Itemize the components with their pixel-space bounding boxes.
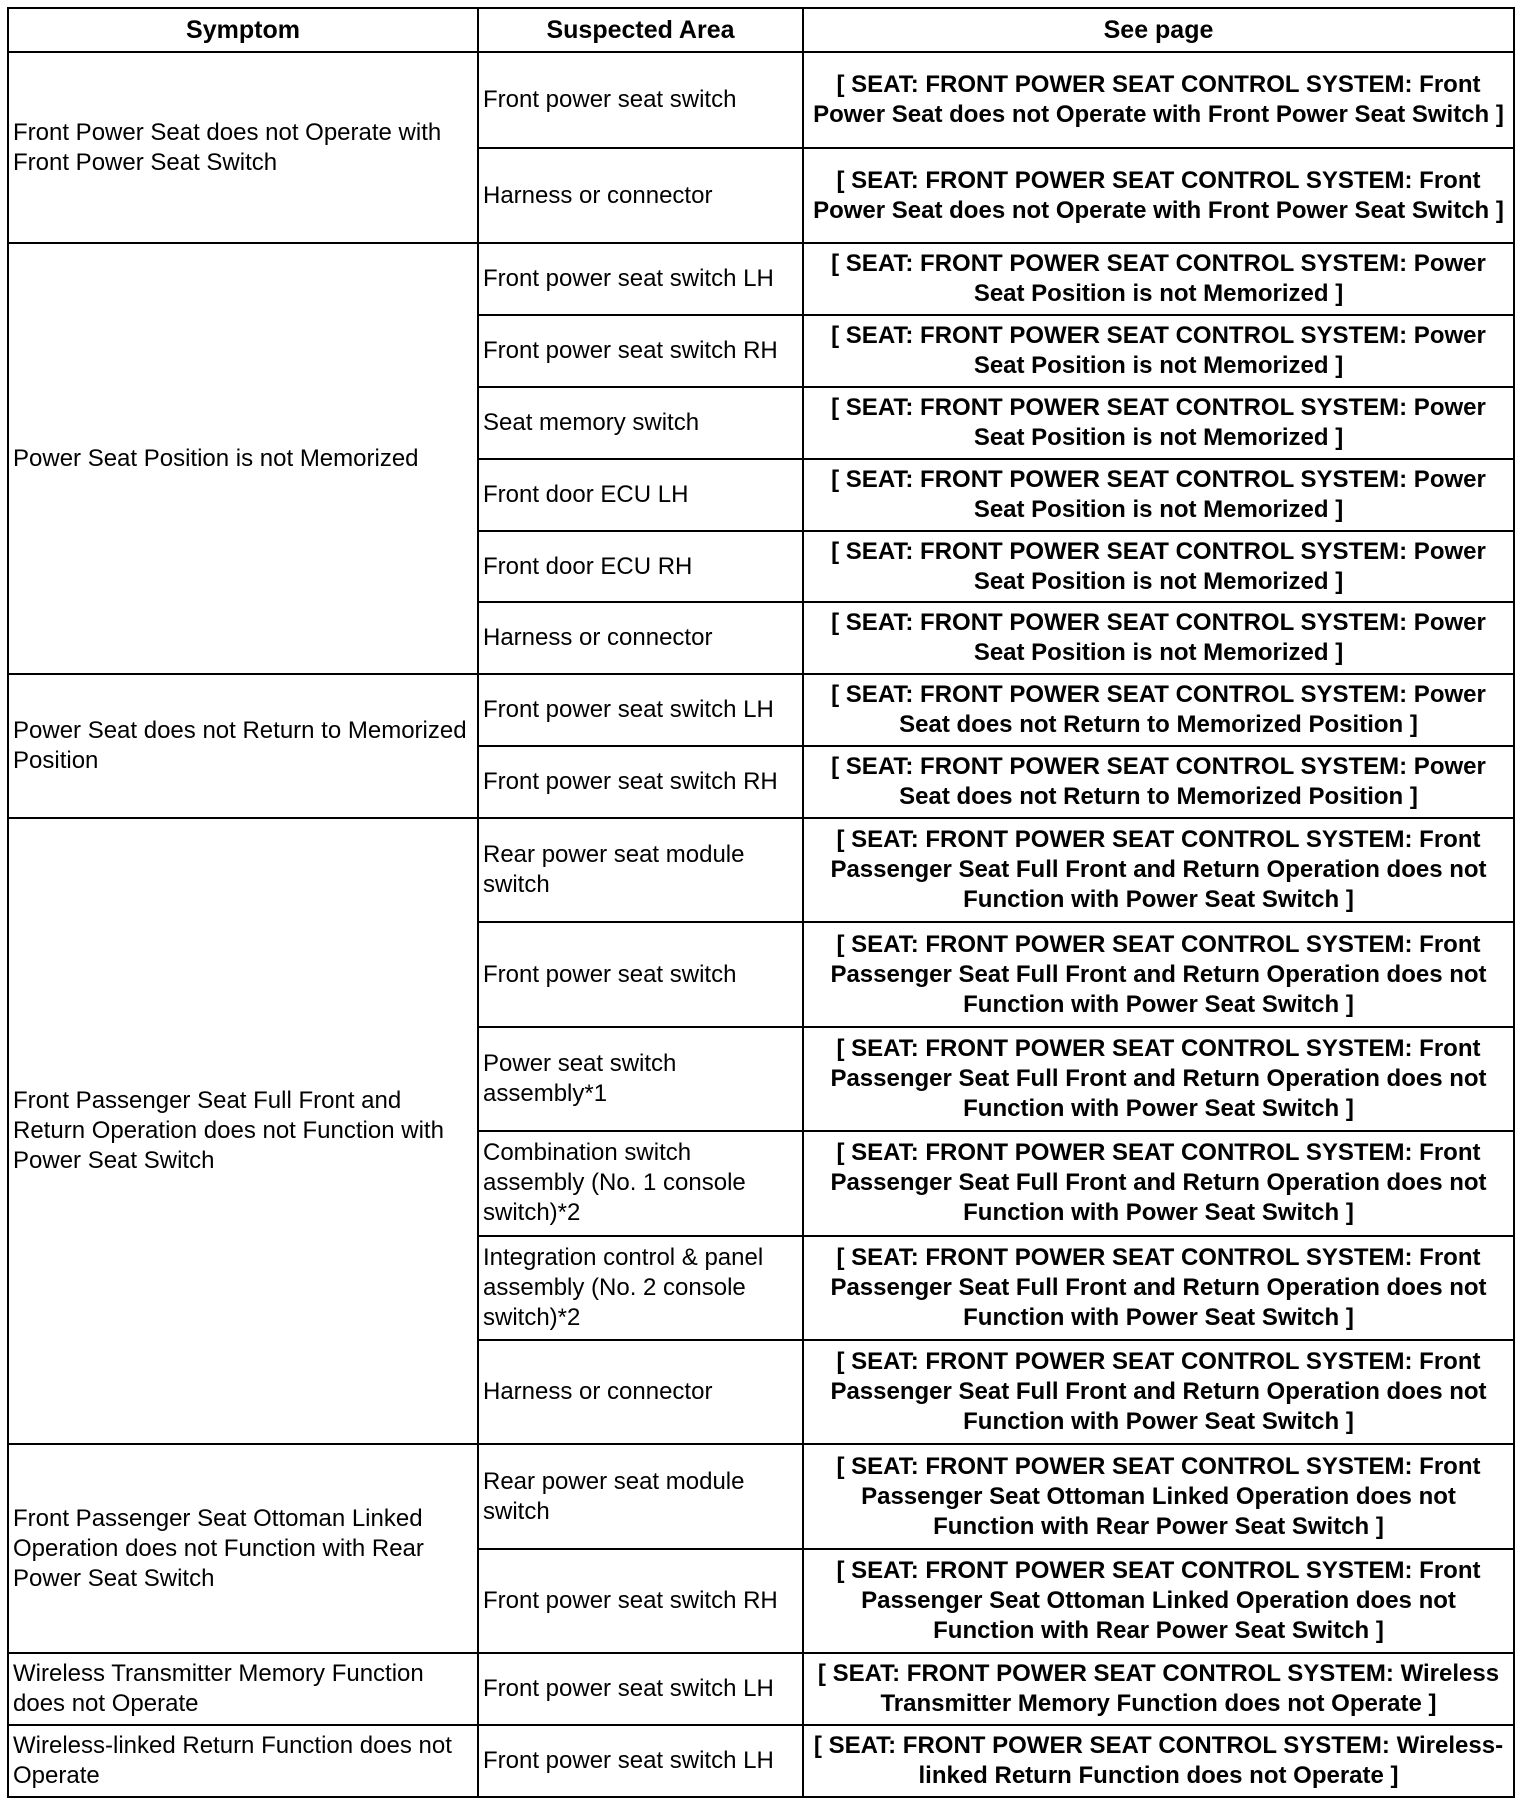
suspected-area-cell: Harness or connector xyxy=(478,602,803,674)
suspected-area-cell: Front power seat switch RH xyxy=(478,315,803,387)
see-page-link[interactable]: [ SEAT: FRONT POWER SEAT CONTROL SYSTEM: Front Passenger Seat Ottoman Linked Operation does not Function with Rear Power Seat Switch ] xyxy=(803,1444,1514,1548)
suspected-area-cell: Front door ECU RH xyxy=(478,531,803,603)
see-page-link[interactable]: [ SEAT: FRONT POWER SEAT CONTROL SYSTEM: Power Seat Position is not Memorized ] xyxy=(803,459,1514,531)
see-page-link[interactable]: [ SEAT: FRONT POWER SEAT CONTROL SYSTEM: Power Seat Position is not Memorized ] xyxy=(803,315,1514,387)
see-page-link[interactable]: [ SEAT: FRONT POWER SEAT CONTROL SYSTEM: Power Seat Position is not Memorized ] xyxy=(803,602,1514,674)
see-page-link[interactable]: [ SEAT: FRONT POWER SEAT CONTROL SYSTEM: Front Passenger Seat Full Front and Return Operation does not Function with Power Seat Switch ] xyxy=(803,1131,1514,1235)
see-page-link[interactable]: [ SEAT: FRONT POWER SEAT CONTROL SYSTEM: Front Passenger Seat Full Front and Return Operation does not Function with Power Seat Switch ] xyxy=(803,818,1514,922)
table-body xyxy=(8,52,1514,1797)
header-suspected-area: Suspected Area xyxy=(478,8,803,52)
table-row xyxy=(8,674,1514,746)
suspected-area-cell: Front power seat switch RH xyxy=(478,1549,803,1653)
suspected-area-cell: Front power seat switch LH xyxy=(478,674,803,746)
table-row xyxy=(8,1725,1514,1797)
table-row xyxy=(8,1653,1514,1725)
symptom-cell: Wireless Transmitter Memory Function does not Operate xyxy=(8,1653,478,1725)
symptom-cell: Front Passenger Seat Full Front and Return Operation does not Function with Power Seat Switch xyxy=(8,818,478,1445)
header-row xyxy=(8,8,1514,52)
symptom-cell: Power Seat Position is not Memorized xyxy=(8,243,478,674)
see-page-link[interactable]: [ SEAT: FRONT POWER SEAT CONTROL SYSTEM: Front Passenger Seat Full Front and Return Operation does not Function with Power Seat Switch ] xyxy=(803,1236,1514,1340)
symptom-cell: Power Seat does not Return to Memorized Position xyxy=(8,674,478,818)
see-page-link[interactable]: [ SEAT: FRONT POWER SEAT CONTROL SYSTEM: Front Passenger Seat Full Front and Return Operation does not Function with Power Seat Switch ] xyxy=(803,1027,1514,1131)
see-page-link[interactable]: [ SEAT: FRONT POWER SEAT CONTROL SYSTEM: Power Seat Position is not Memorized ] xyxy=(803,531,1514,603)
table-row xyxy=(8,52,1514,148)
symptom-cell: Wireless-linked Return Function does not Operate xyxy=(8,1725,478,1797)
see-page-link[interactable]: [ SEAT: FRONT POWER SEAT CONTROL SYSTEM: Wireless-linked Return Function does not Operate ] xyxy=(803,1725,1514,1797)
see-page-link[interactable]: [ SEAT: FRONT POWER SEAT CONTROL SYSTEM: Front Power Seat does not Operate with Front Power Seat Switch ] xyxy=(803,52,1514,148)
see-page-link[interactable]: [ SEAT: FRONT POWER SEAT CONTROL SYSTEM: Wireless Transmitter Memory Function does not Operate ] xyxy=(803,1653,1514,1725)
suspected-area-cell: Combination switch assembly (No. 1 console switch)*2 xyxy=(478,1131,803,1235)
suspected-area-cell: Front power seat switch LH xyxy=(478,243,803,315)
table-row xyxy=(8,243,1514,315)
symptom-cell: Front Passenger Seat Ottoman Linked Operation does not Function with Rear Power Seat Switch xyxy=(8,1444,478,1653)
header-symptom: Symptom xyxy=(8,8,478,52)
suspected-area-cell: Harness or connector xyxy=(478,1340,803,1444)
see-page-link[interactable]: [ SEAT: FRONT POWER SEAT CONTROL SYSTEM: Front Passenger Seat Ottoman Linked Operation does not Function with Rear Power Seat Switch ] xyxy=(803,1549,1514,1653)
see-page-link[interactable]: [ SEAT: FRONT POWER SEAT CONTROL SYSTEM: Front Passenger Seat Full Front and Return Operation does not Function with Power Seat Switch ] xyxy=(803,1340,1514,1444)
see-page-link[interactable]: [ SEAT: FRONT POWER SEAT CONTROL SYSTEM: Power Seat Position is not Memorized ] xyxy=(803,243,1514,315)
symptom-cell: Front Power Seat does not Operate with Front Power Seat Switch xyxy=(8,52,478,243)
suspected-area-cell: Front door ECU LH xyxy=(478,459,803,531)
see-page-link[interactable]: [ SEAT: FRONT POWER SEAT CONTROL SYSTEM: Power Seat does not Return to Memorized Position ] xyxy=(803,746,1514,818)
see-page-link[interactable]: [ SEAT: FRONT POWER SEAT CONTROL SYSTEM: Power Seat Position is not Memorized ] xyxy=(803,387,1514,459)
suspected-area-cell: Rear power seat module switch xyxy=(478,1444,803,1548)
table-row xyxy=(8,818,1514,922)
table-row xyxy=(8,1444,1514,1548)
suspected-area-cell: Harness or connector xyxy=(478,148,803,244)
suspected-area-cell: Power seat switch assembly*1 xyxy=(478,1027,803,1131)
suspected-area-cell: Front power seat switch RH xyxy=(478,746,803,818)
suspected-area-cell: Front power seat switch xyxy=(478,52,803,148)
see-page-link[interactable]: [ SEAT: FRONT POWER SEAT CONTROL SYSTEM: Power Seat does not Return to Memorized Position ] xyxy=(803,674,1514,746)
header-see-page: See page xyxy=(803,8,1514,52)
suspected-area-cell: Seat memory switch xyxy=(478,387,803,459)
symptom-table xyxy=(7,7,1515,1798)
suspected-area-cell: Front power seat switch LH xyxy=(478,1725,803,1797)
suspected-area-cell: Rear power seat module switch xyxy=(478,818,803,922)
suspected-area-cell: Front power seat switch xyxy=(478,922,803,1026)
suspected-area-cell: Integration control & panel assembly (No. 2 console switch)*2 xyxy=(478,1236,803,1340)
see-page-link[interactable]: [ SEAT: FRONT POWER SEAT CONTROL SYSTEM: Front Power Seat does not Operate with Front Power Seat Switch ] xyxy=(803,148,1514,244)
see-page-link[interactable]: [ SEAT: FRONT POWER SEAT CONTROL SYSTEM: Front Passenger Seat Full Front and Return Operation does not Function with Power Seat Switch ] xyxy=(803,922,1514,1026)
suspected-area-cell: Front power seat switch LH xyxy=(478,1653,803,1725)
